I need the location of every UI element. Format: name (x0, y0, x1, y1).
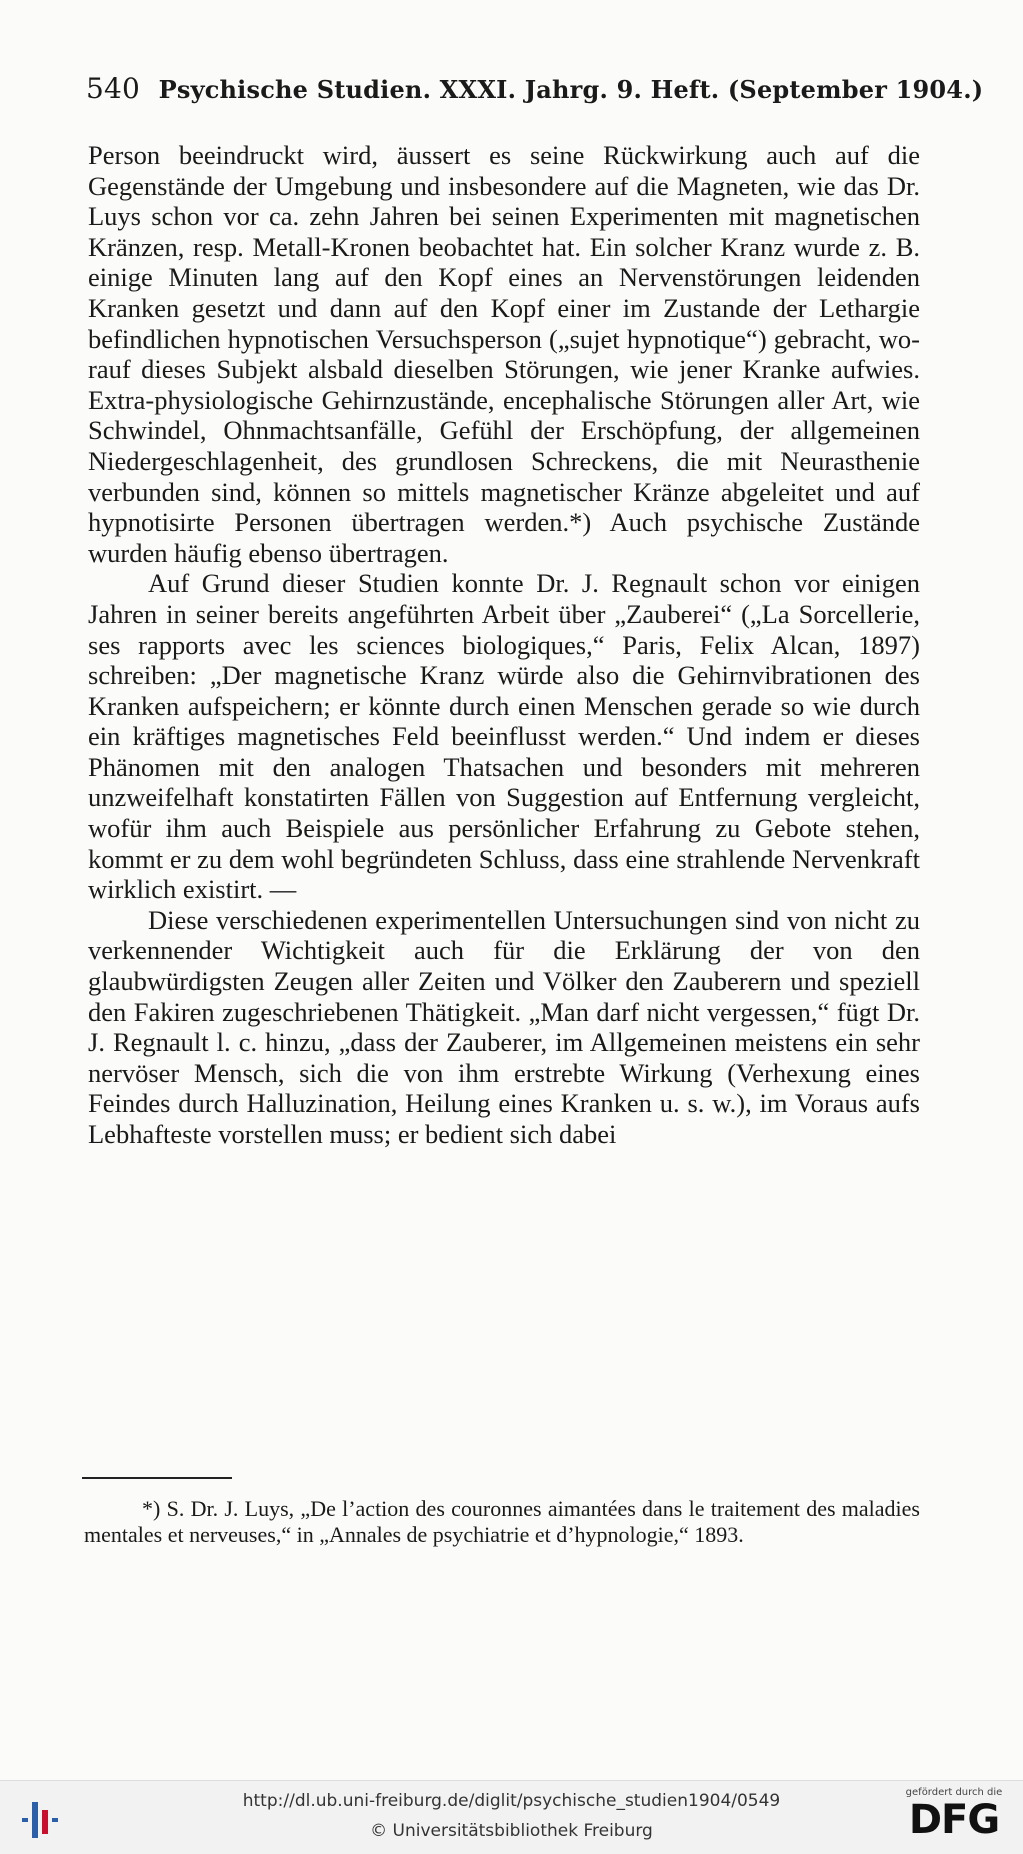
viewer-footer (0, 1780, 1023, 1854)
copyright-notice: © Universitätsbibliothek Freiburg (370, 1821, 653, 1841)
source-url[interactable]: http://dl.ub.uni-freiburg.de/diglit/psychische_studien1904/0549 (242, 1791, 781, 1811)
paragraph-1: Person beeindruckt wird, äussert es seine Rückwirkung auch auf die Gegenstände der Umgebung und insbesondere auf die Magneten, wie das Dr. Luys schon vor ca. zehn Jahren bei seinen Experimenten mit magnetischen Kränzen, resp. Metall-Kronen beobachtet hat. Ein solcher Kranz wurde z. B. einige Minuten lang auf den Kopf eines an Nervenstörungen leidenden Kranken gesetzt und dann auf den Kopf einer im Zustande der Lethargie befindlichen hypnotischen Versuchsperson („sujet hypnotique“) gebracht, worauf dieses Subjekt alsbald dieselben Störungen, wie jener Kranke aufwies. Extra-physiologische Gehirnzustände, encephalische Störungen aller Art, wie Schwindel, Ohnmachtsanfälle, Gefühl der Erschöpfung, der allgemeinen Niedergeschlagenheit, des grundlosen Schreckens, die mit Neurasthenie verbunden sind, können so mittels magnetischer Kränze abgeleitet und auf hypnotisirte Personen übertragen werden.*) Auch psychische Zustände wurden häufig ebenso übertragen. (88, 140, 920, 568)
funded-by-label: gefördert durch die (905, 1787, 1003, 1798)
dfg-logo-icon: DFG (908, 1797, 1000, 1843)
footnote-rule (82, 1477, 232, 1479)
running-title: Psychische Studien. XXXI. Jahrg. 9. Heft. (September 1904.) (158, 75, 984, 104)
paragraph-3: Diese verschiedenen experimentellen Untersuchungen sind von nicht zu verkennender Wichtigkeit auch für die Erklärung der von den glaubwürdigsten Zeugen aller Zeiten und Völker den Zauberern und speziell den Fakiren zugeschriebenen Thätigkeit. „Man darf nicht vergessen,“ fügt Dr. J. Regnault l. c. hinzu, „dass der Zauberer, im Allgemeinen meistens ein sehr nervöser Mensch, sich die von ihm erstrebte Wirkung (Verhexung eines Feindes durch Halluzination, Heilung eines Kranken u. s. w.), im Voraus aufs Lebhafteste vorstellen muss; er bedient sich dabei (88, 904, 920, 1149)
page-number: 540 (86, 72, 141, 105)
footnote: *) S. Dr. J. Luys, „De l’action des couronnes aimantées dans le traitement des maladies mentales et nerveuses,“ in „Annales de psychiatrie et d’hypnologie,“ 1893. (84, 1496, 920, 1547)
dfg-funding-badge (899, 1787, 1009, 1849)
paragraph-2: Auf Grund dieser Studien konnte Dr. J. Regnault schon vor einigen Jahren in seiner bereits angeführten Arbeit über „Zauberei“ („La Sorcellerie, ses rapports avec les sciences biologiques,“ Paris, Felix Alcan, 1897) schreiben: „Der magnetische Kranz würde also die Gehirnvibrationen des Kranken aufspeichern; er könnte durch einen Menschen gerade so wie durch ein kräftiges magnetisches Feld beeinflusst werden.“ Und indem er dieses Phänomen mit den analogen Thatsachen und besonders mit mehreren unzweifelhaft konstatirten Fällen von Suggestion auf Entfernung vergleicht, wofür ihm auch Beispiele aus persönlicher Erfahrung zu Gebote stehen, kommt er zu dem wohl begründeten Schluss, dass eine strahlende Nervenkraft wirklich existirt. — (88, 568, 920, 905)
running-head (86, 72, 984, 105)
body-text (88, 140, 920, 1150)
